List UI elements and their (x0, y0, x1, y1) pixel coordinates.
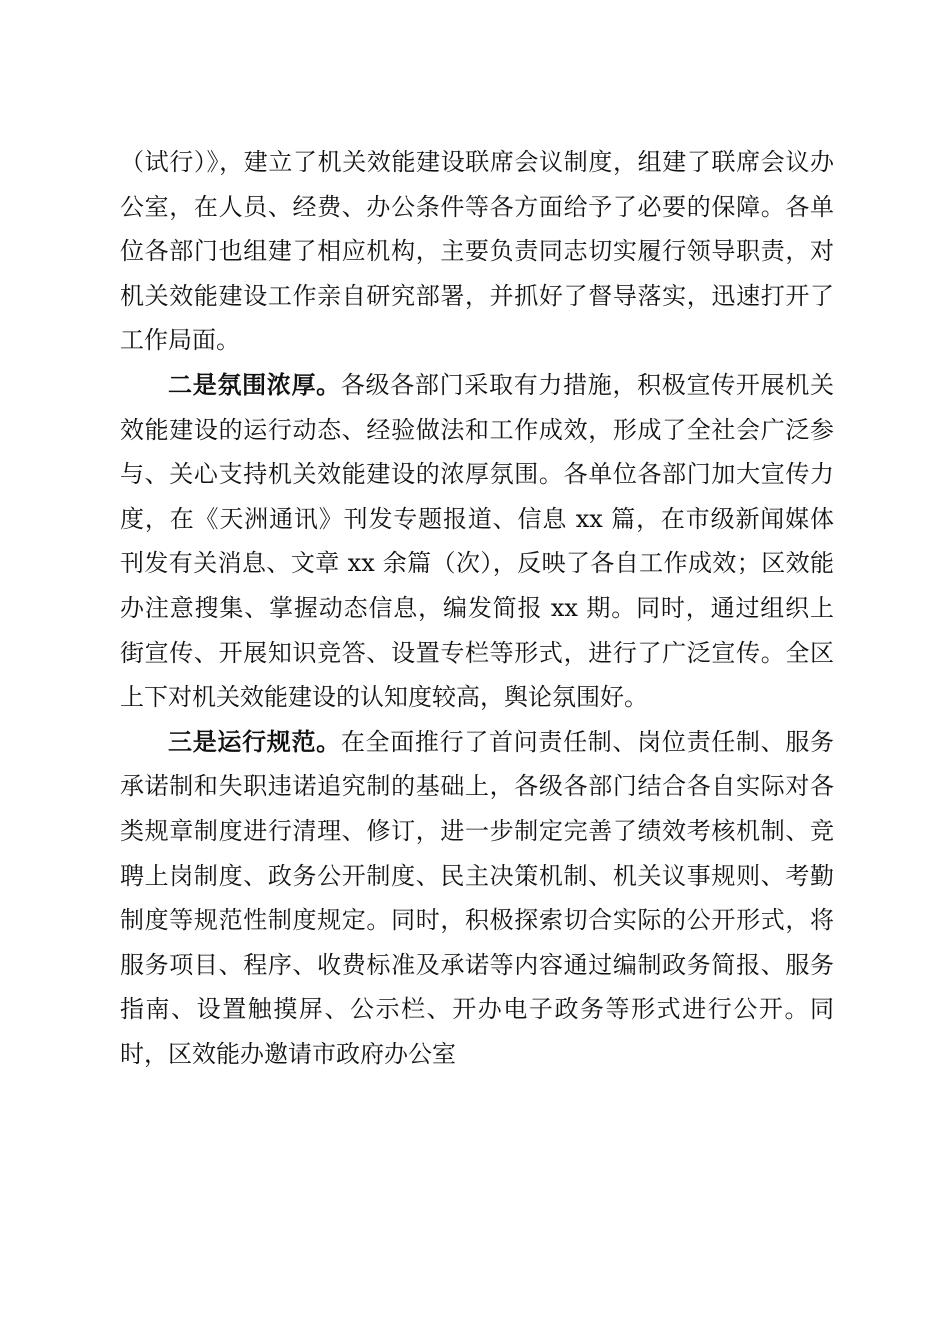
document-body (120, 140, 834, 1076)
paragraph-text: 在全面推行了首问责任制、岗位责任制、服务承诺制和失职违诺追究制的基础上，各级各部门结合各自实际对各类规章制度进行清理、修订，进一步制定完善了绩效考核机制、竞聘上岗制度、政务公开制度、民主决策机制、机关议事规则、考勤制度等规范性制度规定。同时，积极探索切合实际的公开形式，将服务项目、程序、收费标准及承诺等内容通过编制政务简报、服务指南、设置触摸屏、公示栏、开办电子政务等形式进行公开。同时，区效能办邀请市政府办公室 (120, 727, 835, 1068)
paragraph-operation (120, 720, 834, 1077)
paragraph-lead: 二是氛围浓厚。 (168, 369, 341, 399)
paragraph-text: （试行）》，建立了机关效能建设联席会议制度，组建了联席会议办公室，在人员、经费、办公条件等各方面给予了必要的保障。各单位各部门也组建了相应机构，主要负责同志切实履行领导职责，对机关效能建设工作亲自研究部署，并抓好了督导落实，迅速打开了工作局面。 (120, 148, 834, 355)
paragraph-text: 各级各部门采取有力措施，积极宣传开展机关效能建设的运行动态、经验做法和工作成效，形成了全社会广泛参与、关心支持机关效能建设的浓厚氛围。各单位各部门加大宣传力度，在《天洲通讯》刊发专题报道、信息 xx 篇，在市级新闻媒体刊发有关消息、文章 xx 余篇（次），反映了各自工作成效；区效能办注意搜集、掌握动态信息，编发简报 xx 期。同时，通过组织上街宣传、开展知识竞答、设置专栏等形式，进行了广泛宣传。全区上下对机关效能建设的认知度较高，舆论氛围好。 (120, 370, 835, 712)
paragraph-lead: 三是运行规范。 (168, 726, 341, 756)
paragraph-atmosphere (120, 363, 834, 720)
paragraph-continuation (120, 140, 834, 363)
